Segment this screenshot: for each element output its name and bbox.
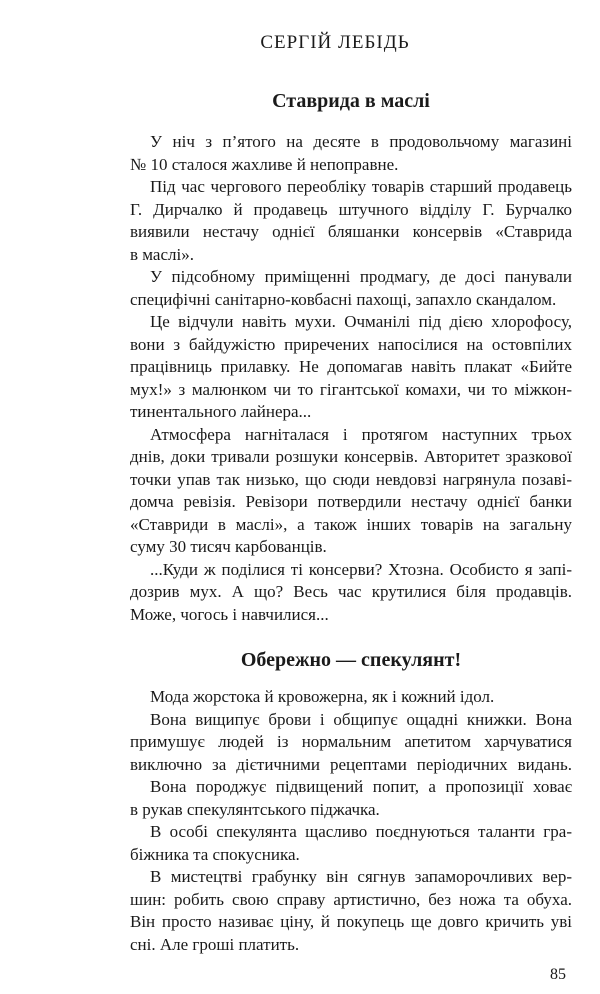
text-line: № 10 сталося жахливе й непоправне. [130, 154, 399, 174]
story-body-1 [130, 131, 572, 626]
text-line: днів, доки тривали розшуки консервів. Авторитет зразкової [130, 447, 572, 466]
text-line: Вона породжує підвищений попит, а пропозиції ховає [150, 777, 572, 796]
text-line: виключно за дієтичними рецептами періодичних видань. [130, 754, 572, 774]
text-line: специфічні санітарно-ковбасні пахощі, запахло скандалом. [130, 289, 557, 309]
text-line: Г. Дирчалко й продавець штучного відділу Г. Бурчалко [130, 199, 572, 219]
story-title-1: Ставрида в маслі [272, 90, 430, 112]
text-line: точки упав так низько, що сюди невдовзі нагрянула позаві- [130, 469, 572, 489]
text-line: суму 30 тисяч карбованців. [130, 537, 327, 556]
text-line: вони з байдужістю приречених напосілися на остовпілих [130, 334, 572, 354]
text-line: дозрив мух. А що? Весь час крутилися біля продавців. [130, 582, 572, 601]
text-line: в маслі». [130, 244, 194, 264]
text-line: Вона вищипує брови і общипує ощадні книжки. Вона [150, 709, 572, 729]
text-line: В мистецтві грабунку він сягнув запаморочливих вер- [150, 867, 572, 886]
text-line: «Ставриди в маслі», а також інших товарів на загальну [130, 514, 572, 534]
text-line: Це відчули навіть мухи. Очманілі під дією хлорофосу, [150, 312, 572, 331]
text-line: виявили нестачу однієї бляшанки консервів «Ставрида [130, 222, 572, 241]
text-line: мух!» з малюнком чи то гігантської комахи, чи то міжкон- [130, 379, 572, 399]
author-name: СЕРГІЙ ЛЕБІДЬ [260, 32, 410, 53]
text-line: домча ревізія. Ревізори потвердили нестачу однієї банки [130, 492, 572, 511]
text-line: В особі спекулянта щасливо поєднуються таланти гра- [150, 822, 572, 841]
text-line: ...Куди ж поділися ті консерви? Хтозна. Особисто я запі- [150, 559, 572, 579]
text-line: біжника та спокусника. [130, 844, 300, 864]
text-line: примушує людей із нормальним апетитом харчуватися [130, 732, 572, 751]
text-line: в рукав спекулянтського піджачка. [130, 799, 380, 819]
page-number: 85 [550, 966, 566, 983]
text-line: Мода жорстока й кровожерна, як і кожний ідол. [150, 687, 495, 706]
text-line: Може, чогось і навчилися... [130, 604, 329, 624]
text-line: шин: робить свою справу артистично, без ножа та обуха. [130, 889, 572, 909]
text-line: У підсобному приміщенні продмагу, де досі панували [150, 267, 572, 286]
story-title-2: Обережно — спекулянт! [240, 649, 462, 671]
text-line: тинентального лайнера... [130, 402, 312, 421]
text-line: працівниць прилавку. Не допомагав навіть плакат «Бийте [130, 357, 572, 376]
text-line: Атмосфера нагніталася і протягом наступних трьох [150, 424, 572, 444]
text-line: Він просто називає ціну, й покупець ще довго кричить уві [130, 912, 572, 931]
text-line: сні. Але гроші платить. [130, 934, 300, 954]
story-body-2 [130, 686, 572, 956]
text-line: У ніч з п’ятого на десяте в продовольчому магазині [150, 132, 572, 151]
text-line: Під час чергового переобліку товарів старший продавець [150, 177, 572, 196]
